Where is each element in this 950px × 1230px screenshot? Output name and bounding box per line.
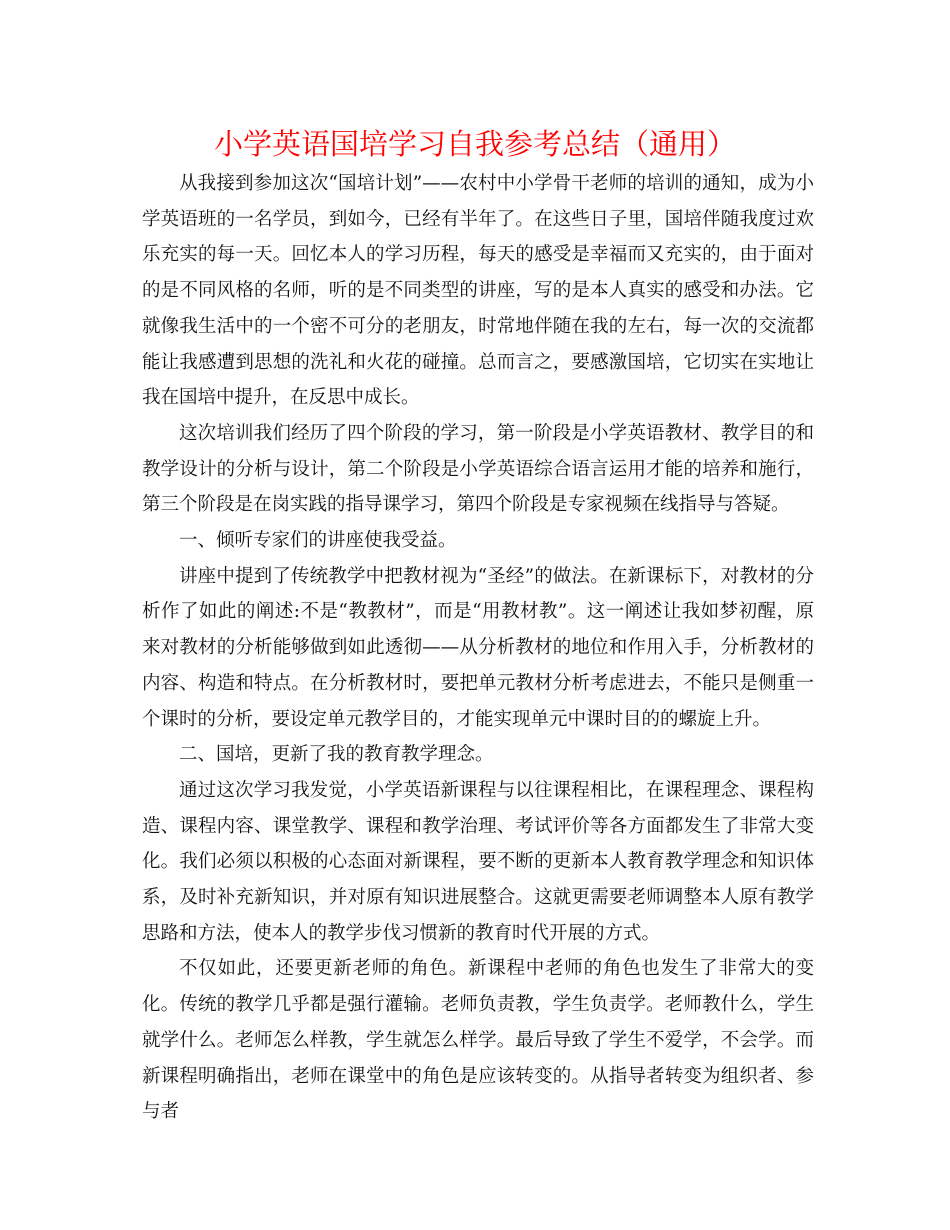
paragraph-intro: 从我接到参加这次“国培计划”——农村中小学骨干老师的培训的通知，成为小学英语班的一名学员，到如今，已经有半年了。在这些日子里，国培伴随我度过欢乐充实的每一天。回忆本人的学习历程，每天的感受是幸福而又充实的，由于面对的是不同风格的名师，听的是不同类型的讲座，写的是本人真实的感受和办法。它就像我生活中的一个密不可分的老朋友，时常地伴随在我的左右，每一次的交流都能让我感遭到思想的洗礼和火花的碰撞。总而言之，要感激国培，它切实在实地让我在国培中提升，在反思中成长。 <box>142 173 814 409</box>
paragraph-lecture: 讲座中提到了传统教学中把教材视为“圣经”的做法。在新课标下，对教材的分析作了如此的阐述:不是“教教材”，而是“用教材教”。这一阐述让我如梦初醒，原来对教材的分析能够做到如此透彻——从分析教材的地位和作用入手，分析教材的内容、构造和特点。在分析教材时，要把单元教材分析考虑进去，不能只是侧重一个课时的分析，要设定单元教学目的，才能实现单元中课时目的的螺旋上升。 <box>142 565 814 730</box>
section-heading-1: 一、倾听专家们的讲座使我受益。 <box>179 530 457 552</box>
document-body <box>142 166 814 1130</box>
section-heading-2: 二、国培，更新了我的教育教学理念。 <box>179 744 494 766</box>
paragraph-teacher-role: 不仅如此，还要更新老师的角色。新课程中老师的角色也发生了非常大的变化。传统的教学几乎都是强行灌输。老师负责教，学生负责学。老师教什么，学生就学什么。老师怎么样教，学生就怎么样学。最后导致了学生不爱学，不会学。而新课程明确指出，老师在课堂中的角色是应该转变的。从指导者转变为组织者、参与者 <box>142 958 814 1123</box>
paragraph-training-stages: 这次培训我们经历了四个阶段的学习，第一阶段是小学英语教材、教学目的和教学设计的分析与设计，第二个阶段是小学英语综合语言运用才能的培养和施行，第三个阶段是在岗实践的指导课学习，第四个阶段是专家视频在线指导与答疑。 <box>142 422 814 516</box>
paragraph-new-curriculum: 通过这次学习我发觉，小学英语新课程与以往课程相比，在课程理念、课程构造、课程内容、课堂教学、课程和教学治理、考试评价等各方面都发生了非常大变化。我们必须以积极的心态面对新课程，要不断的更新本人教育教学理念和知识体系，及时补充新知识，并对原有知识进展整合。这就更需要老师调整本人原有教学思路和方法，使本人的教学步伐习惯新的教育时代开展的方式。 <box>142 779 814 944</box>
document-title: 小学英语国培学习自我参考总结（通用） <box>213 127 736 161</box>
